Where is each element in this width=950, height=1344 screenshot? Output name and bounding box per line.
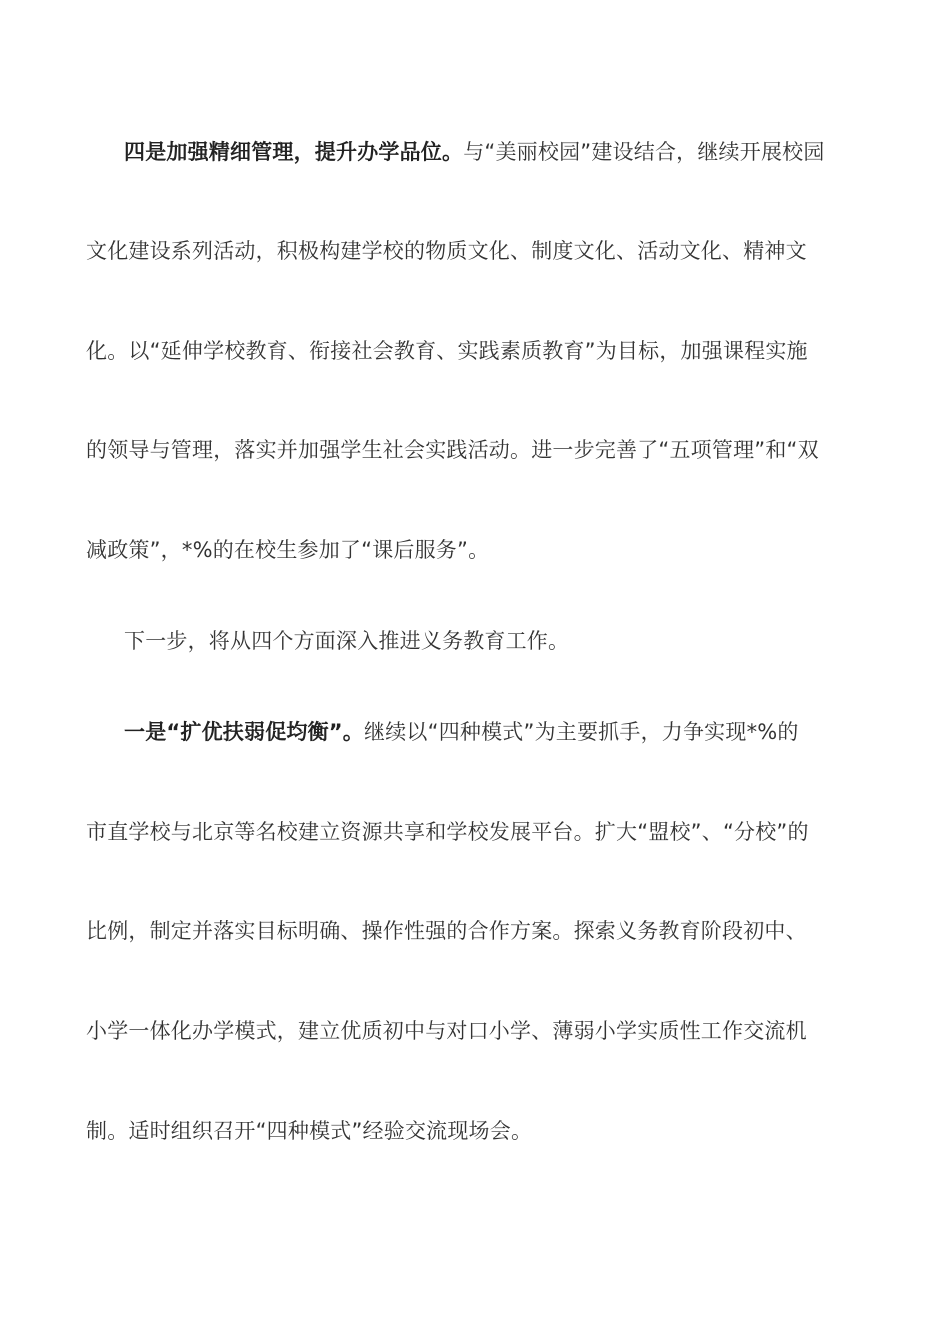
paragraph-1-line-4: 小学一体化办学模式，建立优质初中与对口小学、薄弱小学实质性工作交流机: [86, 1019, 807, 1043]
paragraph-1-line-1: [124, 717, 866, 747]
paragraph-1-line-1-text: 继续以“四种模式”为主要抓手，力争实现*%的: [364, 720, 799, 744]
paragraph-4-line-4: 的领导与管理，落实并加强学生社会实践活动。进一步完善了“五项管理”和“双: [86, 438, 819, 462]
paragraph-1-line-5: 制。适时组织召开“四种模式”经验交流现场会。: [86, 1119, 533, 1143]
paragraph-4-line-1: [124, 137, 866, 167]
paragraph-4-line-2: 文化建设系列活动，积极构建学校的物质文化、制度文化、活动文化、精神文: [86, 239, 807, 263]
next-step-line: 下一步，将从四个方面深入推进义务教育工作。: [124, 629, 570, 653]
paragraph-1-line-3: 比例，制定并落实目标明确、操作性强的合作方案。探索义务教育阶段初中、: [86, 919, 807, 943]
paragraph-4-heading: 四是加强精细管理，提升办学品位。: [124, 140, 464, 164]
paragraph-4-line-3: 化。以“延伸学校教育、衔接社会教育、实践素质教育”为目标，加强课程实施: [86, 339, 808, 363]
paragraph-1-heading: 一是“扩优扶弱促均衡”。: [124, 720, 365, 744]
paragraph-4-line-1-text: 与“美丽校园”建设结合，继续开展校园: [463, 140, 825, 164]
paragraph-1-line-2: 市直学校与北京等名校建立资源共享和学校发展平台。扩大“盟校”、“分校”的: [86, 820, 809, 844]
paragraph-4-line-5: 减政策”，*%的在校生参加了“课后服务”。: [86, 538, 490, 562]
